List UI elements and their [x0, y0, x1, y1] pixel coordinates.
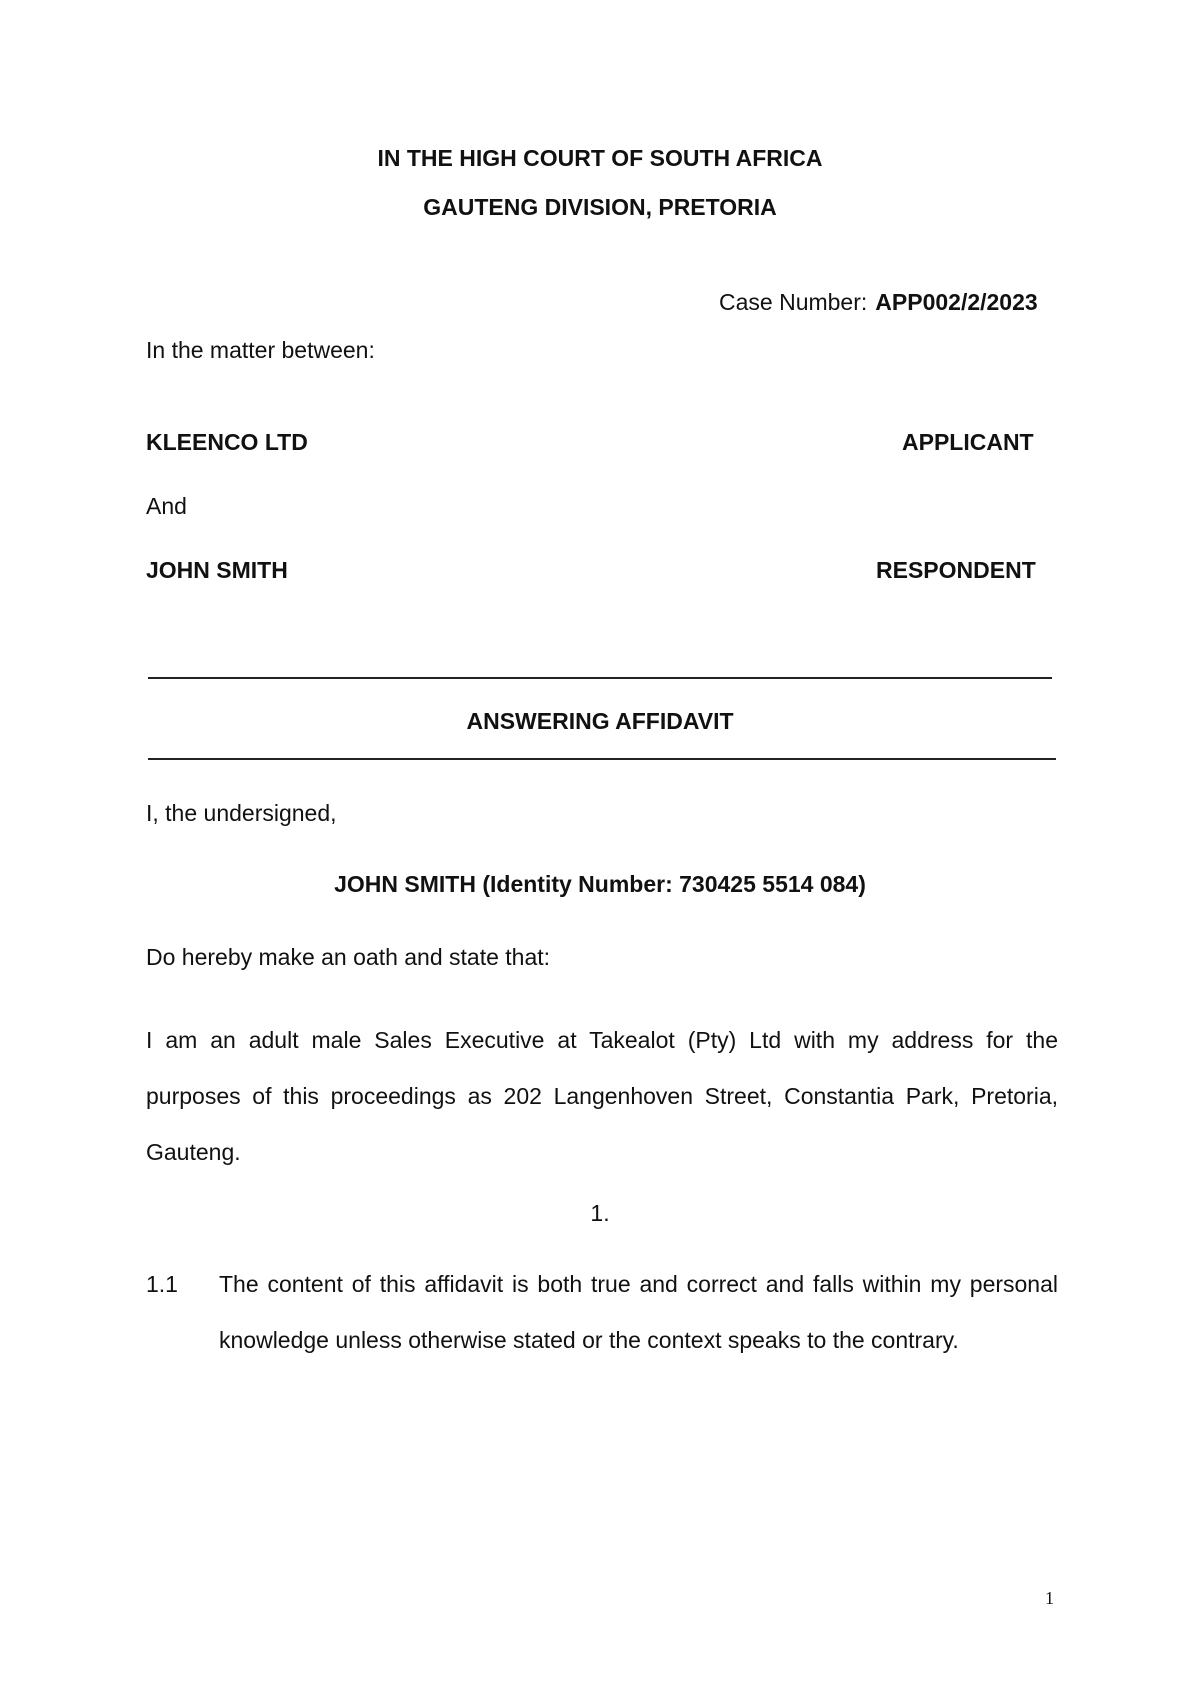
title-divider-top [148, 677, 1052, 679]
court-division: GAUTENG DIVISION, PRETORIA [423, 194, 777, 220]
court-name: IN THE HIGH COURT OF SOUTH AFRICA [377, 145, 823, 171]
party-conjunction: And [146, 493, 187, 519]
matter-intro: In the matter between: [146, 337, 375, 363]
clause-number: 1.1 [146, 1271, 178, 1297]
oath-statement: Do hereby make an oath and state that: [146, 944, 551, 970]
deponent-identity: JOHN SMITH (Identity Number: 730425 5514 084) [334, 871, 866, 897]
case-number [719, 288, 1038, 316]
applicant-name: KLEENCO LTD [146, 429, 308, 455]
undersigned-statement: I, the undersigned, [146, 800, 337, 826]
document-title: ANSWERING AFFIDAVIT [466, 708, 734, 734]
respondent-role: RESPONDENT [876, 557, 1036, 583]
clause-text: The content of this affidavit is both true and correct and falls within my personal knowledge unless otherwise stated or the context speaks to the contrary. [219, 1271, 1058, 1353]
intro-paragraph: I am an adult male Sales Executive at Takealot (Pty) Ltd with my address for the purposes of this proceedings as 202 Langenhoven Street, Constantia Park, Pretoria, Gauteng. [146, 1027, 1058, 1165]
applicant-role: APPLICANT [902, 429, 1034, 455]
respondent-name: JOHN SMITH [146, 557, 288, 583]
case-number-value: APP002/2/2023 [875, 289, 1038, 315]
title-divider-bottom [148, 758, 1056, 760]
section-number: 1. [590, 1200, 610, 1226]
page-number: 1 [1045, 1588, 1054, 1608]
case-number-label: Case Number: [719, 289, 868, 315]
